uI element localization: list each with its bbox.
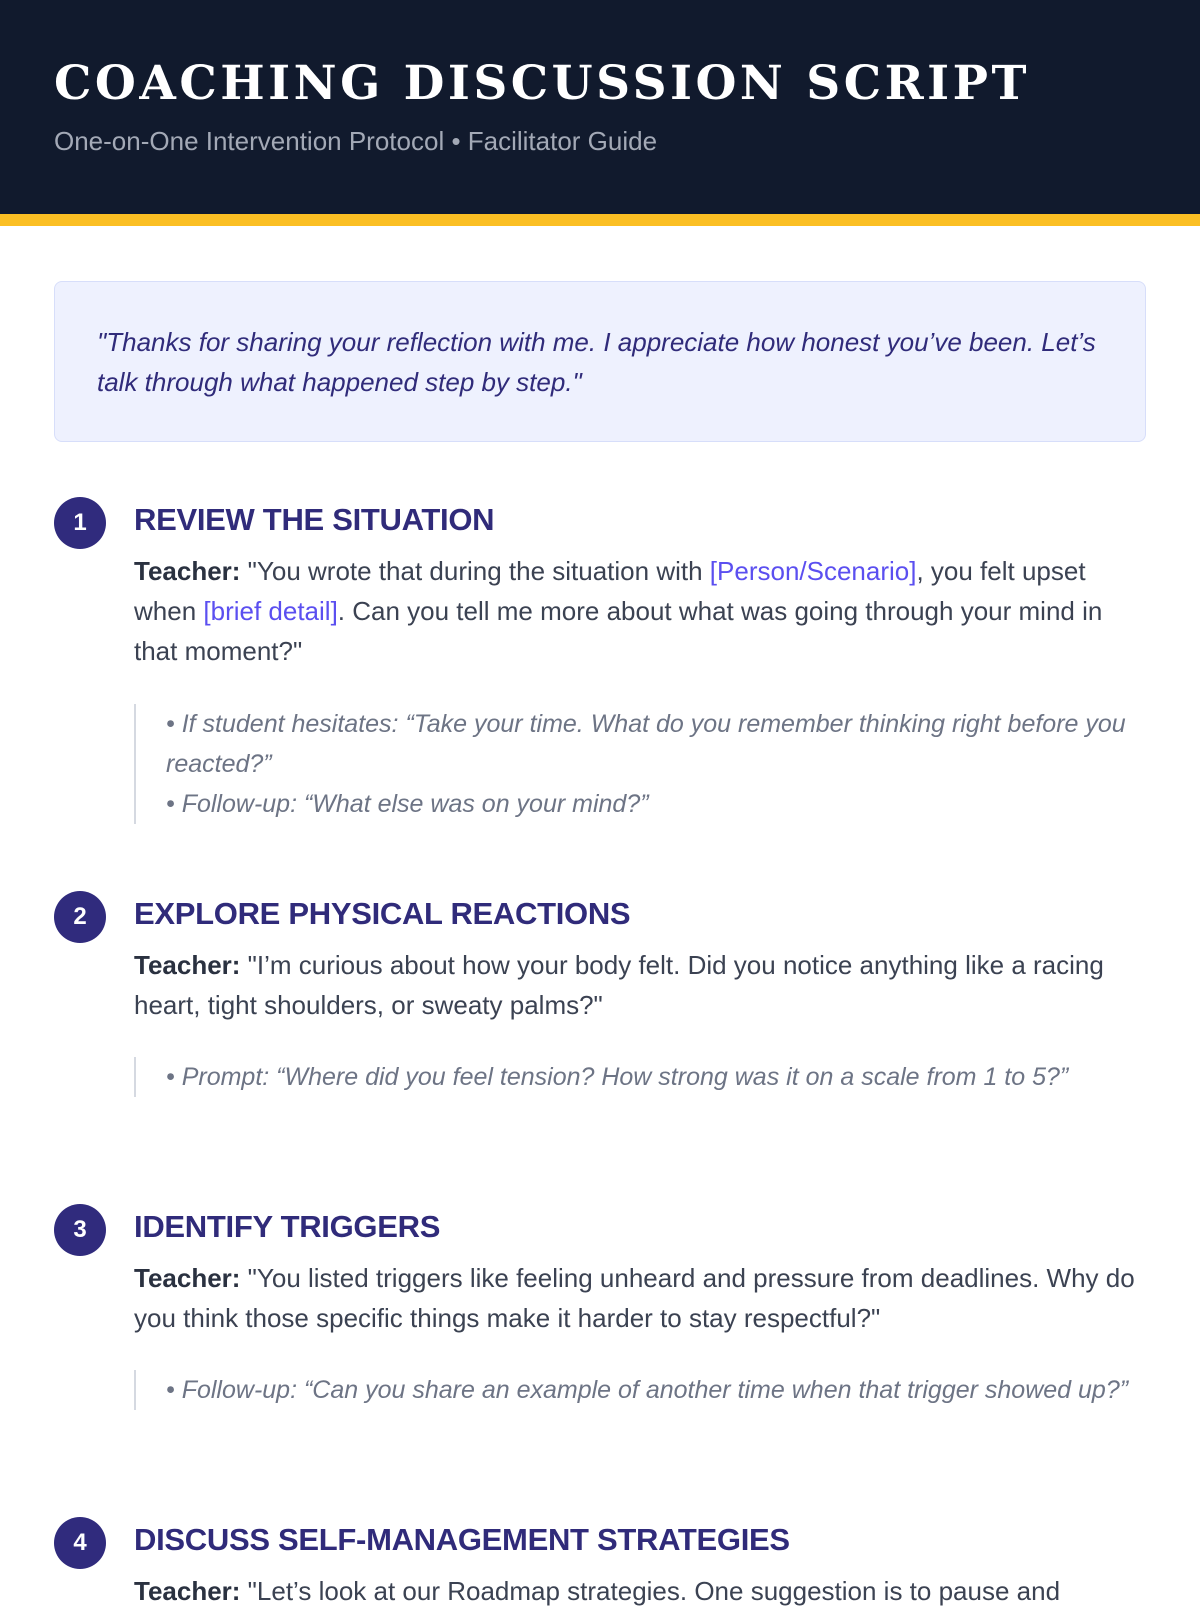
step-title: DISCUSS SELF-MANAGEMENT STRATEGIES: [134, 1522, 790, 1557]
teacher-script: [134, 1571, 1144, 1611]
step-number-badge: 2: [54, 891, 106, 943]
header-accent-bar: [0, 214, 1200, 226]
facilitator-notes: [134, 704, 1144, 824]
speaker-label: Teacher:: [134, 1263, 241, 1293]
teacher-script: [134, 551, 1144, 671]
speaker-label: Teacher:: [134, 950, 241, 980]
step-title: EXPLORE PHYSICAL REACTIONS: [134, 896, 631, 931]
step-number-badge: 1: [54, 497, 106, 549]
facilitator-notes: [134, 1057, 1144, 1097]
teacher-script: [134, 945, 1144, 1025]
header: [0, 0, 1200, 214]
intro-callout: [54, 281, 1146, 442]
page-subtitle: One-on-One Intervention Protocol • Facilitator Guide: [54, 126, 658, 156]
note-item: • Follow-up: “What else was on your mind?”: [166, 790, 649, 818]
step-title: REVIEW THE SITUATION: [134, 502, 495, 537]
step-number-badge: 4: [54, 1517, 106, 1569]
step-title: IDENTIFY TRIGGERS: [134, 1209, 441, 1244]
script-text: . Can you tell me more about what was going through your mind in that moment?": [134, 596, 1103, 666]
speaker-label: Teacher:: [134, 1576, 241, 1606]
script-text: "I’m curious about how your body felt. Did you notice anything like a racing heart, tight shoulders, or sweaty palms?": [134, 950, 1104, 1020]
note-item: • Prompt: “Where did you feel tension? How strong was it on a scale from 1 to 5?”: [166, 1063, 1069, 1091]
placeholder-brief-detail: [brief detail]: [203, 596, 338, 626]
speaker-label: Teacher:: [134, 556, 241, 586]
placeholder-person-scenario: [Person/Scenario]: [709, 556, 917, 586]
step-number-badge: 3: [54, 1204, 106, 1256]
facilitator-notes: [134, 1370, 1144, 1410]
script-text: , you felt upset when: [134, 556, 1086, 626]
script-text: "You wrote that during the situation with: [240, 556, 710, 586]
page-title: COACHING DISCUSSION SCRIPT: [54, 56, 1030, 111]
teacher-script: [134, 1258, 1144, 1338]
intro-quote: "Thanks for sharing your reflection with me. I appreciate how honest you’ve been. Let’s talk through what happened step by step.": [97, 327, 1096, 397]
script-text: "You listed triggers like feeling unheard and pressure from deadlines. Why do you think those specific things make it harder to stay respectful?": [134, 1263, 1135, 1333]
script-text: "Let’s look at our Roadmap strategies. One suggestion is to pause and: [240, 1576, 1061, 1606]
note-item: • Follow-up: “Can you share an example of another time when that trigger showed up?”: [166, 1376, 1129, 1404]
note-item: • If student hesitates: “Take your time. What do you remember thinking right before you reacted?”: [166, 710, 1126, 778]
